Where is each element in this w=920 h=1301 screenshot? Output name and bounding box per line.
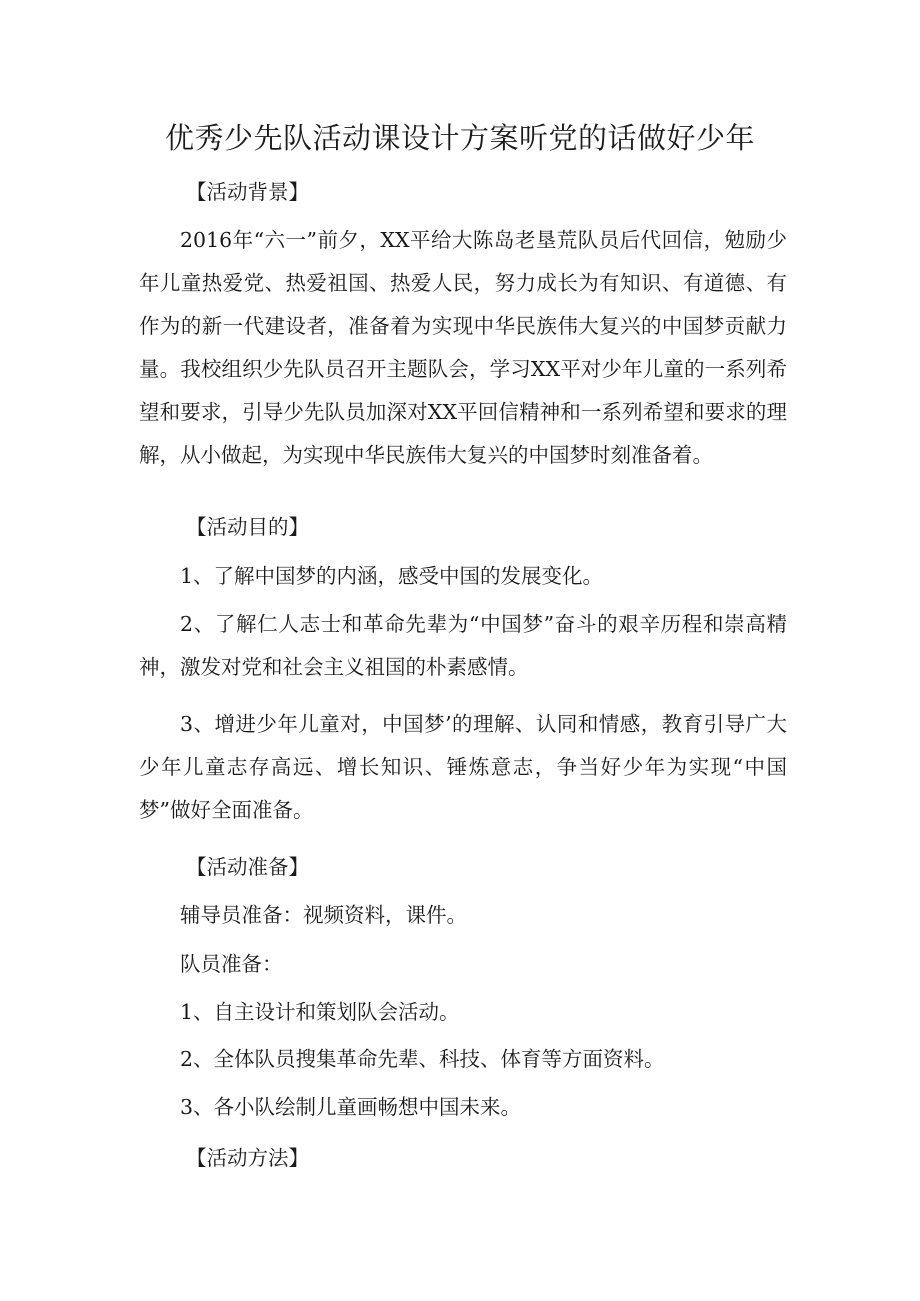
member-prep-item-2: 2、全体队员搜集革命先辈、科技、体育等方面资料。	[180, 1047, 665, 1071]
member-prep-item-3: 3、各小队绘制儿童画畅想中国未来。	[180, 1095, 522, 1119]
background-paragraph: 2016年“六一”前夕，XX平给大陈岛老垦荒队员后代回信，勉励少年儿童热爱党、热爱祖国、热爱人民，努力成长为有知识、有道德、有作为的新一代建设者，准备着为实现中华民族伟大复兴的中国梦贡献力量。我校组织少先队员召开主题队会，学习XX平对少年儿童的一系列希望和要求，引导少先队员加深对XX平回信精神和一系列希望和要求的理解，从小做起，为实现中华民族伟大复兴的中国梦时刻准备着。	[139, 228, 787, 467]
member-prep-item-1: 1、自主设计和策划队会活动。	[180, 1000, 460, 1024]
counselor-preparation: 辅导员准备：视频资料，课件。	[180, 903, 467, 927]
document-title: 优秀少先队活动课设计方案听党的话做好少年	[164, 121, 755, 155]
member-preparation-label: 队员准备：	[180, 952, 283, 976]
purpose-item-3: 3、增进少年儿童对，中国梦’的理解、认同和情感，教育引导广大少年儿童志存高远、增长知识、锤炼意志，争当好少年为实现“中国梦”做好全面准备。	[139, 712, 787, 822]
section-heading-background: 【活动背景】	[186, 180, 309, 204]
section-heading-preparation: 【活动准备】	[186, 855, 309, 879]
section-heading-purpose: 【活动目的】	[186, 515, 309, 539]
purpose-item-2: 2、了解仁人志士和革命先辈为“中国梦”奋斗的艰辛历程和崇高精神，激发对党和社会主义祖国的朴素感情。	[139, 612, 787, 679]
section-heading-method: 【活动方法】	[186, 1146, 309, 1170]
purpose-item-1: 1、了解中国梦的内涵，感受中国的发展变化。	[180, 564, 604, 588]
